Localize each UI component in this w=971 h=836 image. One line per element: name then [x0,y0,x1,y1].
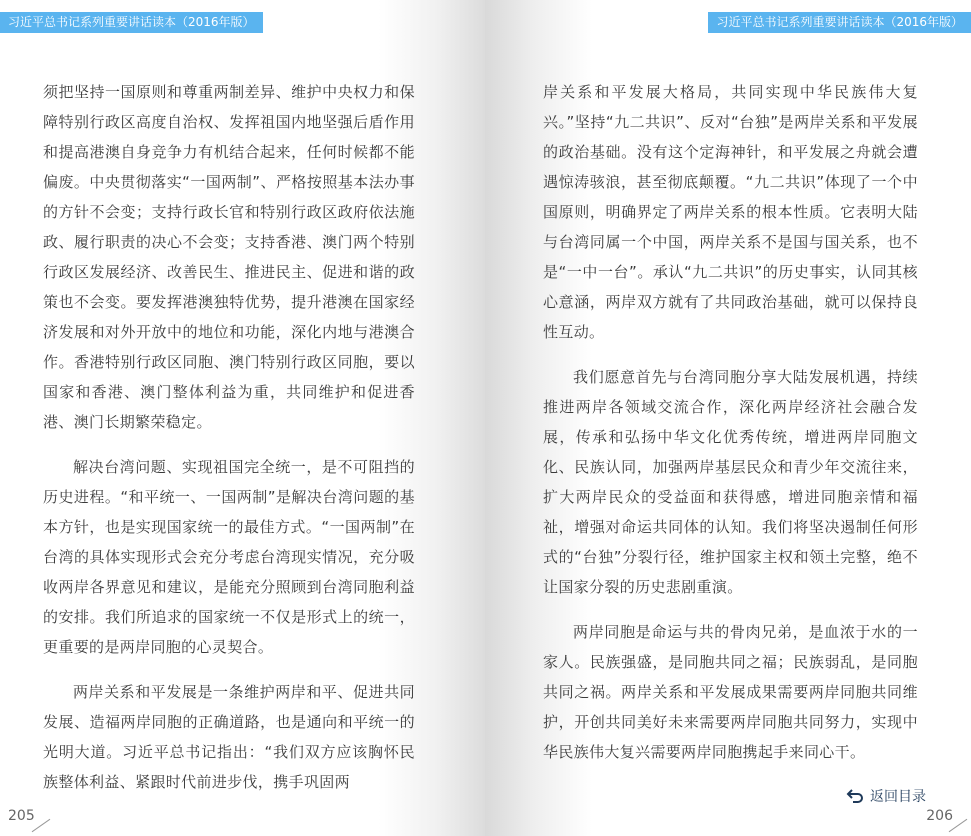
body-text [43,77,415,797]
body-text [543,77,918,767]
right-page [485,0,971,836]
page-number: 205 [8,808,35,824]
paragraph: 我们愿意首先与台湾同胞分享大陆发展机遇，持续推进两岸各领域交流合作，深化两岸经济社会融合发展，传承和弘扬中华文化优秀传统，增进两岸同胞文化、民族认同，加强两岸基层民众和青少年交流往来，扩大两岸民众的受益面和获得感，增进同胞亲情和福祉，增强对命运共同体的认知。我们将坚决遏制任何形式的“台独”分裂行径，维护国家主权和领土完整，绝不让国家分裂的历史悲剧重演。 [543,368,918,596]
return-arrow-icon [846,789,864,803]
paragraph: 两岸同胞是命运与共的骨肉兄弟，是血浓于水的一家人。民族强盛，是同胞共同之福；民族弱乱，是同胞共同之祸。两岸关系和平发展成果需要两岸同胞共同维护，开创共同美好未来需要两岸同胞共同努力，实现中华民族伟大复兴需要两岸同胞携起手来同心干。 [543,623,918,761]
left-page [0,0,485,836]
paragraph: 解决台湾问题、实现祖国完全统一，是不可阻挡的历史进程。“和平统一、一国两制”是解决台湾问题的基本方针，也是实现国家统一的最佳方式。“一国两制”在台湾的具体实现形式会充分考虑台湾现实情况，充分吸收两岸各界意见和建议，是能充分照顾到台湾同胞利益的安排。我们所追求的国家统一不仅是形式上的统一，更重要的是两岸同胞的心灵契合。 [43,458,415,656]
paragraph: 两岸关系和平发展是一条维护两岸和平、促进共同发展、造福两岸同胞的正确道路，也是通向和平统一的光明大道。习近平总书记指出：“我们双方应该胸怀民族整体利益、紧跟时代前进步伐，携手巩固两 [43,683,415,791]
page-number: 206 [926,808,953,824]
paragraph: 岸关系和平发展大格局，共同实现中华民族伟大复兴。”坚持“九二共识”、反对“台独”是两岸关系和平发展的政治基础。没有这个定海神针，和平发展之舟就会遭遇惊涛骇浪，甚至彻底颠覆。“九二共识”体现了一个中国原则，明确界定了两岸关系的根本性质。它表明大陆与台湾同属一个中国，两岸关系不是国与国关系，也不是“一中一台”。承认“九二共识”的历史事实，认同其核心意涵，两岸双方就有了共同政治基础，就可以保持良性互动。 [543,83,918,341]
running-header: 习近平总书记系列重要讲话读本（2016年版） [0,12,263,33]
back-to-contents-label: 返回目录 [870,789,926,805]
back-to-contents-button[interactable] [846,786,926,806]
paragraph: 须把坚持一国原则和尊重两制差异、维护中央权力和保障特别行政区高度自治权、发挥祖国内地坚强后盾作用和提高港澳自身竞争力有机结合起来，任何时候都不能偏废。中央贯彻落实“一国两制”、严格按照基本法办事的方针不会变；支持行政长官和特别行政区政府依法施政、履行职责的决心不会变；支持香港、澳门两个特别行政区发展经济、改善民生、推进民主、促进和谐的政策也不会变。要发挥港澳独特优势，提升港澳在国家经济发展和对外开放中的地位和功能，深化内地与港澳合作。香港特别行政区同胞、澳门特别行政区同胞，要以国家和香港、澳门整体利益为重，共同维护和促进香港、澳门长期繁荣稳定。 [43,83,415,431]
running-header: 习近平总书记系列重要讲话读本（2016年版） [708,12,971,33]
